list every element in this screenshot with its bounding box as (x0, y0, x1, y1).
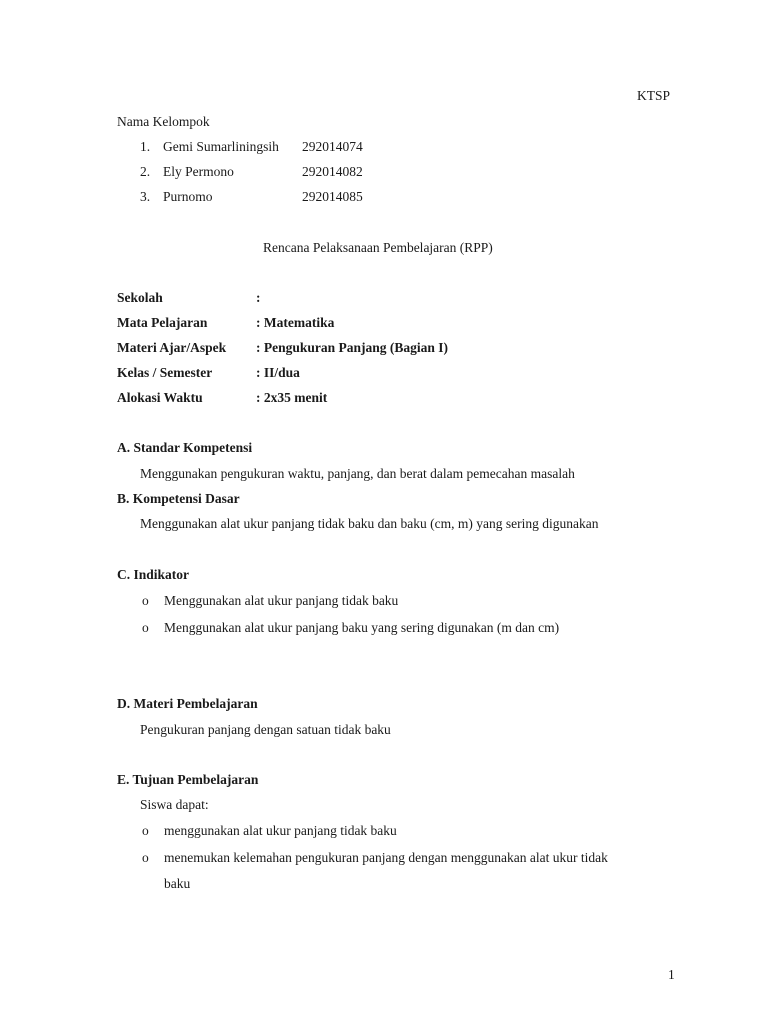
curriculum-code: KTSP (637, 88, 671, 103)
objective-item-continuation: baku (164, 876, 191, 891)
info-value: : 2x35 menit (256, 390, 328, 405)
member-name: Purnomo (163, 189, 213, 204)
info-value: : Pengukuran Panjang (Bagian I) (256, 340, 449, 355)
info-label: Sekolah (117, 290, 163, 305)
document-title: Rencana Pelaksanaan Pembelajaran (RPP) (263, 240, 493, 255)
section-heading: A. Standar Kompetensi (117, 440, 253, 455)
info-label: Kelas / Semester (117, 365, 213, 380)
objective-item: menemukan kelemahan pengukuran panjang dengan menggunakan alat ukur tidak (164, 850, 608, 865)
member-number: 1. (140, 139, 151, 154)
indicator-item: Menggunakan alat ukur panjang baku yang sering digunakan (m dan cm) (164, 620, 560, 635)
member-id: 292014082 (302, 164, 363, 179)
section-heading: E. Tujuan Pembelajaran (117, 772, 259, 787)
bullet-marker: o (142, 593, 149, 608)
indicator-item: Menggunakan alat ukur panjang tidak baku (164, 593, 399, 608)
section-text: Menggunakan alat ukur panjang tidak baku dan baku (cm, m) yang sering digunakan (140, 516, 599, 531)
bullet-marker: o (142, 620, 149, 635)
page-number: 1 (668, 967, 675, 982)
info-label: Materi Ajar/Aspek (117, 340, 227, 355)
info-value: : (256, 290, 261, 305)
member-id: 292014074 (302, 139, 363, 154)
info-label: Mata Pelajaran (117, 315, 208, 330)
member-name: Gemi Sumarliningsih (163, 139, 279, 154)
section-intro: Siswa dapat: (140, 797, 209, 812)
info-label: Alokasi Waktu (117, 390, 203, 405)
section-text: Menggunakan pengukuran waktu, panjang, dan berat dalam pemecahan masalah (140, 466, 575, 481)
member-number: 3. (140, 189, 151, 204)
section-heading: B. Kompetensi Dasar (117, 491, 240, 506)
member-number: 2. (140, 164, 151, 179)
objective-item: menggunakan alat ukur panjang tidak baku (164, 823, 397, 838)
group-label: Nama Kelompok (117, 114, 210, 129)
bullet-marker: o (142, 850, 149, 865)
bullet-marker: o (142, 823, 149, 838)
section-text: Pengukuran panjang dengan satuan tidak baku (140, 722, 391, 737)
info-value: : II/dua (256, 365, 300, 380)
section-heading: D. Materi Pembelajaran (117, 696, 258, 711)
member-name: Ely Permono (163, 164, 234, 179)
info-value: : Matematika (256, 315, 335, 330)
member-id: 292014085 (302, 189, 363, 204)
section-heading: C. Indikator (117, 567, 190, 582)
